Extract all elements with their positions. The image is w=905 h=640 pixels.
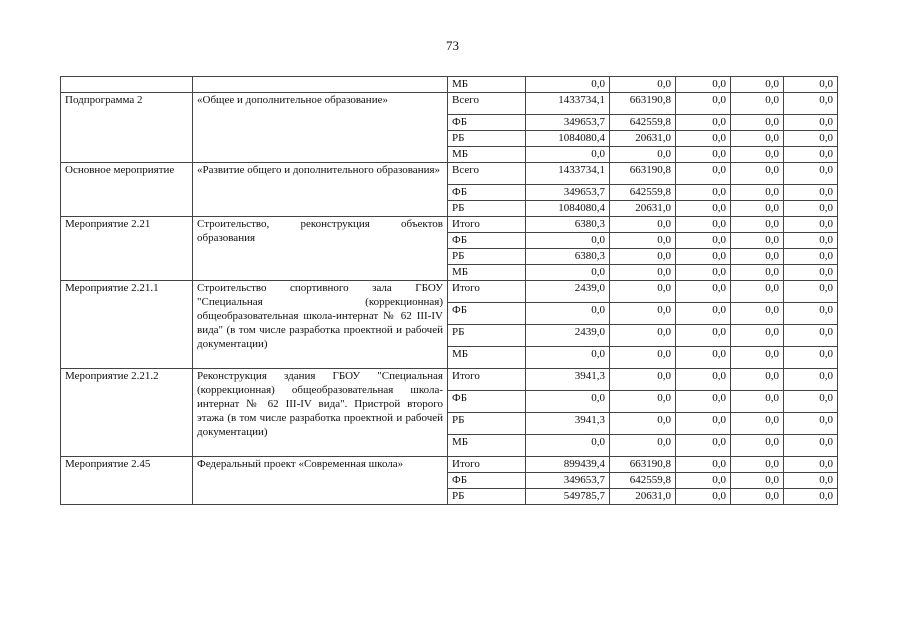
amount-cell: 0,0	[526, 303, 610, 325]
funding-source-cell: ФБ	[448, 115, 526, 131]
amount-cell: 20631,0	[610, 201, 676, 217]
funding-source-cell: РБ	[448, 131, 526, 147]
amount-cell: 642559,8	[610, 473, 676, 489]
amount-cell: 0,0	[731, 233, 784, 249]
funding-source-cell: МБ	[448, 265, 526, 281]
amount-cell: 0,0	[731, 303, 784, 325]
amount-cell: 0,0	[676, 93, 731, 115]
amount-cell: 0,0	[784, 233, 838, 249]
amount-cell: 1433734,1	[526, 163, 610, 185]
amount-cell: 0,0	[784, 217, 838, 233]
amount-cell: 0,0	[610, 77, 676, 93]
program-name-cell: Подпрограмма 2	[61, 93, 193, 163]
amount-cell: 0,0	[676, 303, 731, 325]
amount-cell: 0,0	[610, 233, 676, 249]
program-name-cell	[61, 77, 193, 93]
amount-cell: 0,0	[526, 147, 610, 163]
funding-source-cell: ФБ	[448, 391, 526, 413]
amount-cell: 0,0	[731, 265, 784, 281]
amount-cell: 0,0	[610, 217, 676, 233]
amount-cell: 0,0	[784, 185, 838, 201]
funding-source-cell: МБ	[448, 77, 526, 93]
amount-cell: 0,0	[676, 185, 731, 201]
table-row	[61, 77, 838, 93]
amount-cell: 0,0	[526, 391, 610, 413]
amount-cell: 0,0	[526, 347, 610, 369]
amount-cell: 0,0	[526, 77, 610, 93]
program-description-cell: Строительство, реконструкция объектов образования	[193, 217, 448, 281]
amount-cell: 0,0	[676, 281, 731, 303]
amount-cell: 1084080,4	[526, 201, 610, 217]
amount-cell: 0,0	[676, 347, 731, 369]
amount-cell: 0,0	[676, 201, 731, 217]
amount-cell: 0,0	[676, 217, 731, 233]
amount-cell: 1433734,1	[526, 93, 610, 115]
program-description-cell: Федеральный проект «Современная школа»	[193, 457, 448, 505]
amount-cell: 0,0	[731, 325, 784, 347]
amount-cell: 0,0	[610, 265, 676, 281]
amount-cell: 6380,3	[526, 249, 610, 265]
funding-source-cell: МБ	[448, 147, 526, 163]
amount-cell: 0,0	[610, 347, 676, 369]
amount-cell: 2439,0	[526, 281, 610, 303]
amount-cell: 0,0	[526, 435, 610, 457]
program-description-cell: Строительство спортивного зала ГБОУ "Специальная (коррекционная) общеобразовательная школа-интернат № 62 III-IV вида" (в том числе разработка проектной и рабочей документации)	[193, 281, 448, 369]
funding-source-cell: Итого	[448, 281, 526, 303]
amount-cell: 0,0	[731, 281, 784, 303]
amount-cell: 0,0	[676, 473, 731, 489]
amount-cell: 3941,3	[526, 369, 610, 391]
amount-cell: 0,0	[784, 457, 838, 473]
amount-cell: 0,0	[731, 391, 784, 413]
amount-cell: 0,0	[610, 369, 676, 391]
funding-source-cell: ФБ	[448, 303, 526, 325]
amount-cell: 0,0	[784, 77, 838, 93]
table-row	[61, 217, 838, 233]
amount-cell: 0,0	[731, 473, 784, 489]
amount-cell: 0,0	[784, 249, 838, 265]
amount-cell: 663190,8	[610, 93, 676, 115]
amount-cell: 0,0	[676, 265, 731, 281]
amount-cell: 0,0	[784, 369, 838, 391]
amount-cell: 0,0	[731, 163, 784, 185]
amount-cell: 0,0	[731, 77, 784, 93]
amount-cell: 349653,7	[526, 115, 610, 131]
program-description-cell: «Развитие общего и дополнительного образования»	[193, 163, 448, 217]
amount-cell: 0,0	[676, 489, 731, 505]
funding-source-cell: МБ	[448, 347, 526, 369]
amount-cell: 0,0	[731, 147, 784, 163]
program-name-cell: Основное мероприятие	[61, 163, 193, 217]
amount-cell: 0,0	[731, 413, 784, 435]
amount-cell: 20631,0	[610, 489, 676, 505]
table-row	[61, 163, 838, 185]
funding-source-cell: ФБ	[448, 233, 526, 249]
amount-cell: 6380,3	[526, 217, 610, 233]
page-number: 73	[446, 38, 459, 53]
funding-source-cell: Всего	[448, 163, 526, 185]
amount-cell: 0,0	[676, 435, 731, 457]
amount-cell: 0,0	[731, 201, 784, 217]
amount-cell: 0,0	[731, 185, 784, 201]
funding-source-cell: Всего	[448, 93, 526, 115]
amount-cell: 0,0	[610, 413, 676, 435]
amount-cell: 899439,4	[526, 457, 610, 473]
funding-source-cell: МБ	[448, 435, 526, 457]
amount-cell: 0,0	[784, 413, 838, 435]
amount-cell: 0,0	[676, 457, 731, 473]
amount-cell: 0,0	[731, 435, 784, 457]
amount-cell: 663190,8	[610, 457, 676, 473]
program-name-cell: Мероприятие 2.21	[61, 217, 193, 281]
amount-cell: 2439,0	[526, 325, 610, 347]
table-body	[61, 77, 838, 505]
funding-source-cell: Итого	[448, 369, 526, 391]
funding-source-cell: ФБ	[448, 473, 526, 489]
program-description-cell	[193, 77, 448, 93]
program-description-cell: Реконструкция здания ГБОУ "Специальная (коррекционная) общеобразовательная школа-интернат № 62 III-IV вида". Пристрой второго этажа (в том числе разработка проектной и рабочей документации)	[193, 369, 448, 457]
amount-cell: 0,0	[676, 249, 731, 265]
amount-cell: 0,0	[784, 473, 838, 489]
amount-cell: 0,0	[784, 163, 838, 185]
amount-cell: 0,0	[731, 115, 784, 131]
amount-cell: 0,0	[784, 147, 838, 163]
amount-cell: 0,0	[784, 303, 838, 325]
amount-cell: 0,0	[784, 115, 838, 131]
amount-cell: 1084080,4	[526, 131, 610, 147]
amount-cell: 0,0	[731, 347, 784, 369]
amount-cell: 0,0	[731, 217, 784, 233]
amount-cell: 549785,7	[526, 489, 610, 505]
funding-source-cell: РБ	[448, 325, 526, 347]
amount-cell: 0,0	[784, 93, 838, 115]
amount-cell: 0,0	[676, 163, 731, 185]
amount-cell: 642559,8	[610, 115, 676, 131]
amount-cell: 349653,7	[526, 473, 610, 489]
amount-cell: 0,0	[784, 325, 838, 347]
table-row	[61, 281, 838, 303]
amount-cell: 0,0	[784, 131, 838, 147]
program-name-cell: Мероприятие 2.21.2	[61, 369, 193, 457]
amount-cell: 0,0	[676, 115, 731, 131]
funding-source-cell: Итого	[448, 457, 526, 473]
amount-cell: 0,0	[610, 391, 676, 413]
amount-cell: 0,0	[676, 147, 731, 163]
amount-cell: 0,0	[526, 233, 610, 249]
amount-cell: 0,0	[784, 201, 838, 217]
funding-source-cell: Итого	[448, 217, 526, 233]
funding-source-cell: РБ	[448, 489, 526, 505]
program-description-cell: «Общее и дополнительное образование»	[193, 93, 448, 163]
amount-cell: 0,0	[676, 77, 731, 93]
funding-source-cell: ФБ	[448, 185, 526, 201]
amount-cell: 0,0	[610, 325, 676, 347]
amount-cell: 642559,8	[610, 185, 676, 201]
funding-source-cell: РБ	[448, 413, 526, 435]
amount-cell: 20631,0	[610, 131, 676, 147]
amount-cell: 0,0	[731, 249, 784, 265]
program-name-cell: Мероприятие 2.45	[61, 457, 193, 505]
amount-cell: 0,0	[676, 131, 731, 147]
table-row	[61, 93, 838, 115]
table-row	[61, 369, 838, 391]
amount-cell: 0,0	[784, 265, 838, 281]
amount-cell: 0,0	[784, 489, 838, 505]
table-row	[61, 457, 838, 473]
amount-cell: 0,0	[676, 369, 731, 391]
amount-cell: 0,0	[526, 265, 610, 281]
program-name-cell: Мероприятие 2.21.1	[61, 281, 193, 369]
amount-cell: 0,0	[784, 391, 838, 413]
amount-cell: 0,0	[610, 249, 676, 265]
amount-cell: 3941,3	[526, 413, 610, 435]
amount-cell: 0,0	[676, 325, 731, 347]
funding-source-cell: РБ	[448, 249, 526, 265]
amount-cell: 0,0	[784, 347, 838, 369]
amount-cell: 0,0	[784, 435, 838, 457]
amount-cell: 0,0	[731, 93, 784, 115]
funding-source-cell: РБ	[448, 201, 526, 217]
budget-table	[60, 76, 838, 505]
amount-cell: 0,0	[784, 281, 838, 303]
amount-cell: 0,0	[731, 369, 784, 391]
amount-cell: 0,0	[610, 147, 676, 163]
amount-cell: 663190,8	[610, 163, 676, 185]
amount-cell: 0,0	[731, 131, 784, 147]
amount-cell: 0,0	[731, 457, 784, 473]
amount-cell: 0,0	[610, 303, 676, 325]
amount-cell: 0,0	[676, 233, 731, 249]
amount-cell: 349653,7	[526, 185, 610, 201]
amount-cell: 0,0	[676, 391, 731, 413]
amount-cell: 0,0	[731, 489, 784, 505]
amount-cell: 0,0	[676, 413, 731, 435]
amount-cell: 0,0	[610, 281, 676, 303]
amount-cell: 0,0	[610, 435, 676, 457]
